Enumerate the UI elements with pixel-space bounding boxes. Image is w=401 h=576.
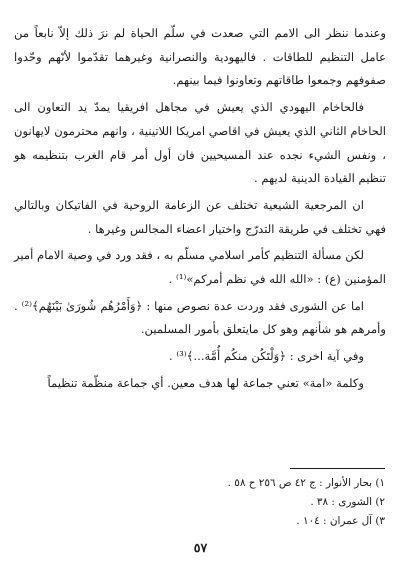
footnotes — [85, 474, 385, 531]
paragraph-4: لكن مسألة التنظيم كأمر اسلامي مسلّم به ، فقد ورد في وصية الامام أمير المؤمنين (ع) : «الله الله في نظم أمركم»⁽¹⁾ . — [14, 248, 386, 287]
paragraph-6: وفي آية اخرى : ﴿وَلْتَكُن منكُم أُمَّة...﴾⁽³⁾ . — [168, 349, 364, 364]
paragraph-5: اما عن الشورى فقد وردت عدة نصوص منها : ﴿وَأَمْرُهُم شُورَىٰ بَيْنَهُم﴾⁽²⁾ . وأمرهم هو شأنهم وهو كل مايتعلق بأمور المسلمين. — [14, 298, 386, 337]
footnote-3: ٣) آل عمران : ١٠٤ . — [296, 515, 385, 527]
footnote-separator — [290, 468, 385, 469]
footnote-1: ١) بحار الأنوار : ج ٤٢ ص ٢٥٦ ح ٥٨ . — [227, 477, 385, 489]
footnote-2: ٢) الشورى : ٣٨ . — [310, 496, 385, 508]
paragraph-1: وعندما ننظر الى الامم التي صعدت في سلّم الحياة لم نرَ ذلك إلاّ نابعاً من عامل التنظيم للطاقات . فاليهودية والنصرانية وغيرهما تقدّموا لأنّهم وحّدوا صفوفهم وجمعوا طاقاتهم وتعاونوا فيما بينهم. — [14, 26, 386, 88]
page-body — [14, 22, 386, 396]
paragraph-2: فالحاخام اليهودي الذي يعيش في مجاهل افريقيا يمدّ يد التعاون الى الحاخام الثاني الذي يعيش في اقاصي امريكا اللاتينية ، وانهم محترمون لايهانون ، ونفس الشيء نجده عند المسيحيين فان أول أمر قام الغرب بتنظيمه هو تنظيم القيادة الدينية لديهم . — [14, 100, 386, 186]
page-number: ٥٧ — [193, 540, 208, 555]
paragraph-3: ان المرجعية الشيعية تختلف عن الزعامة الروحية في الفاتيكان وبالتالي فهي تختلف في طريقة التدرّج واختيار اعضاء المجالس وغيرها . — [14, 197, 386, 236]
paragraph-7: وكلمة «امة» تعني جماعة لها هدف معين. أي جماعة منظّمة تنظيماً — [47, 375, 364, 390]
